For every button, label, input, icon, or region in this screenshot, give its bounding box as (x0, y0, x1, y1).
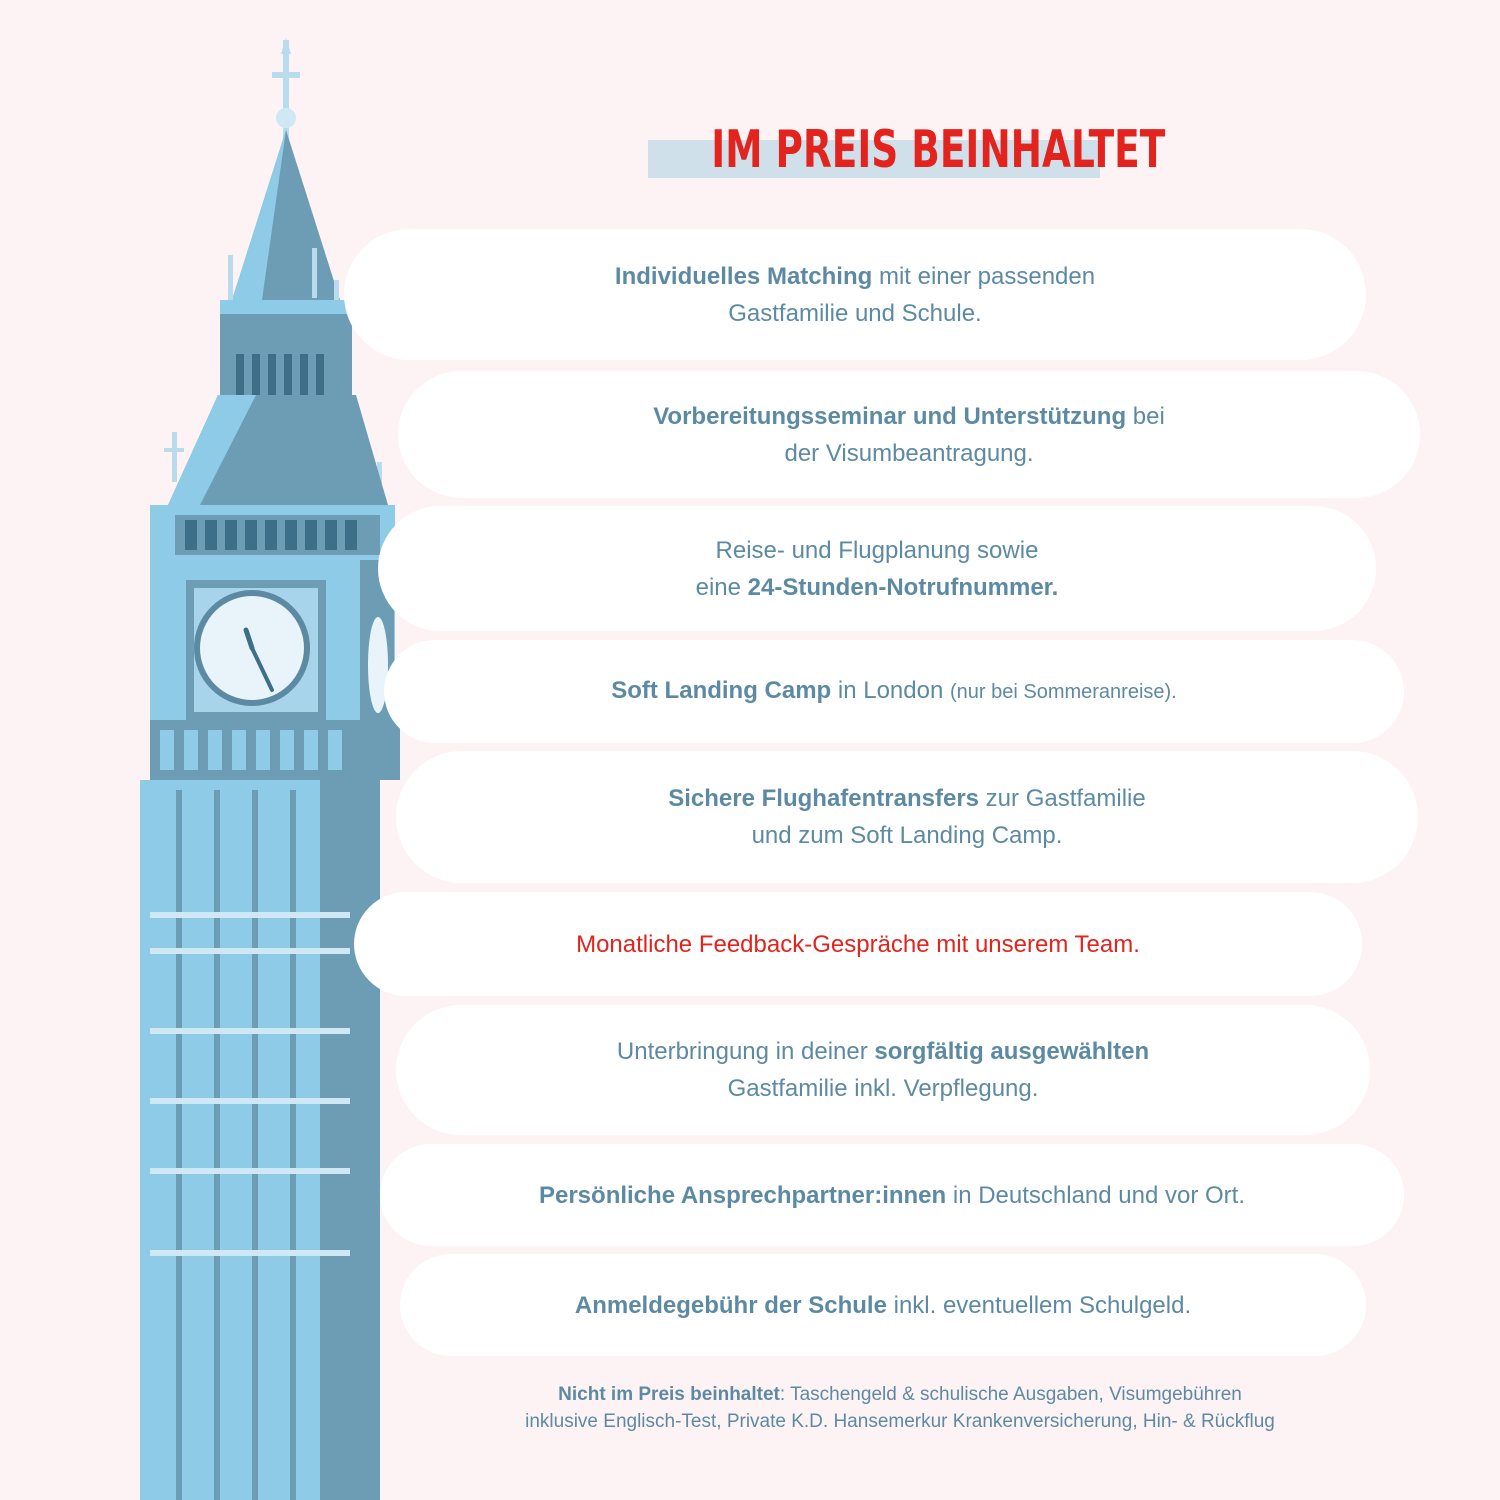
exclusions-note: Nicht im Preis beinhaltet: Taschengeld & schulische Ausgaben, Visumgebühren inklusive Englisch-Test, Private K.D. Hansemerkur Krankenversicherung, Hin- & Rückflug (525, 1384, 1275, 1432)
heading (648, 118, 1166, 184)
list-item: Vorbereitungsseminar und Unterstützung bei der Visumbeantragung. (398, 371, 1420, 498)
page-title: IM PREIS BEINHALTET (711, 120, 1166, 180)
list-item: Unterbringung in deiner sorgfältig ausgewählten Gastfamilie inkl. Verpflegung. (396, 1005, 1370, 1135)
list-item: Reise- und Flugplanung sowie eine 24-Stunden-Notrufnummer. (378, 506, 1376, 631)
list-item: Anmeldegebühr der Schule inkl. eventuellem Schulgeld. (400, 1254, 1366, 1356)
list-item: Sichere Flughafentransfers zur Gastfamilie und zum Soft Landing Camp. (396, 751, 1418, 883)
big-ben-illustration (0, 0, 460, 1500)
list-item: Individuelles Matching mit einer passenden Gastfamilie und Schule. (344, 229, 1366, 360)
clock-face (194, 590, 310, 706)
list-item: Soft Landing Camp in London (nur bei Sommeranreise). (384, 640, 1404, 743)
list-item: Monatliche Feedback-Gespräche mit unserem Team. (354, 892, 1362, 996)
spire-finial (272, 38, 300, 140)
list-item: Persönliche Ansprechpartner:innen in Deutschland und vor Ort. (380, 1144, 1404, 1246)
